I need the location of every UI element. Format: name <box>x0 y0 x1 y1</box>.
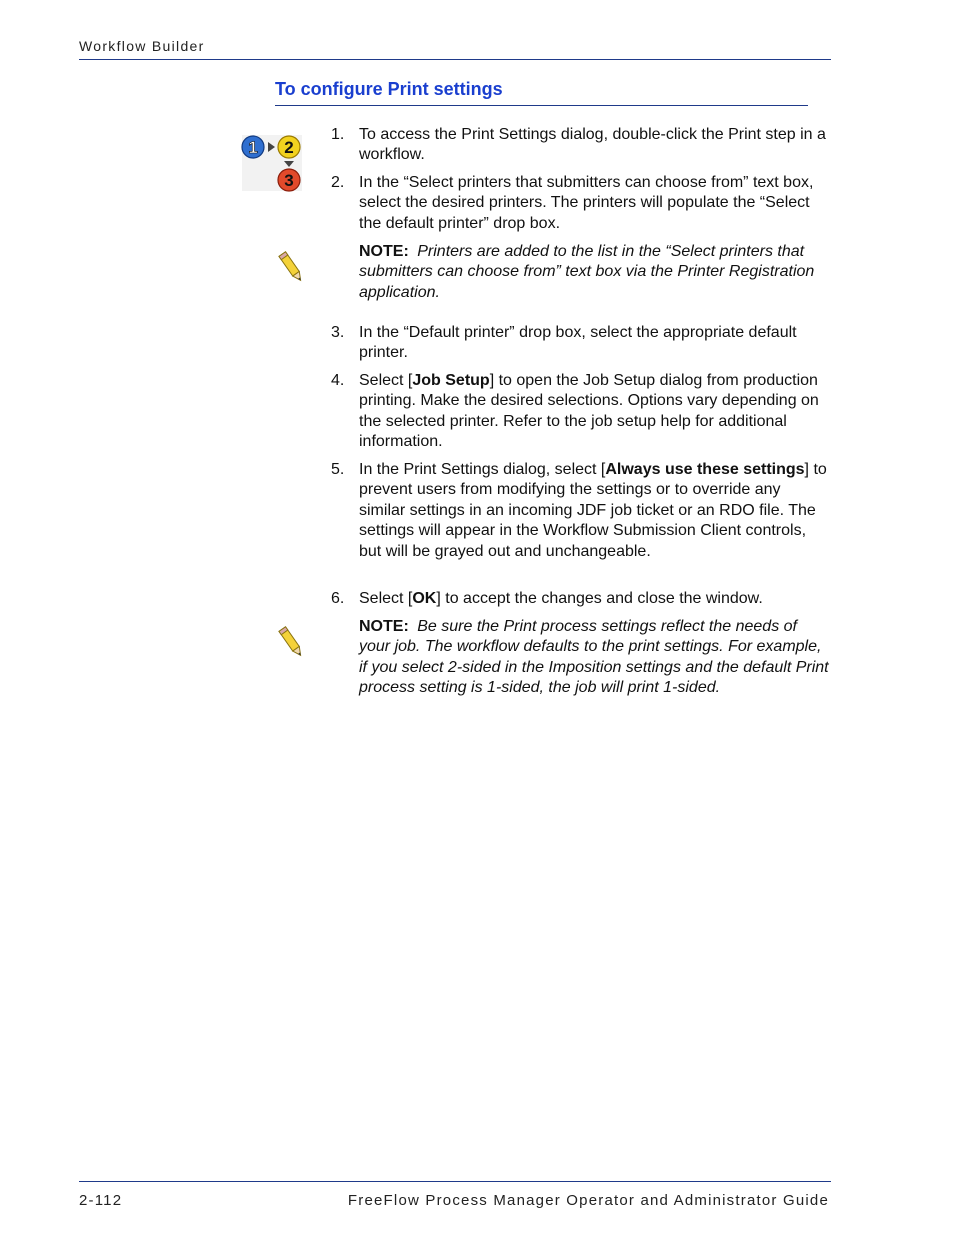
guide-title: FreeFlow Process Manager Operator and Administrator Guide <box>347 1192 829 1209</box>
step-number: 6. <box>331 590 345 607</box>
running-header: Workflow Builder <box>79 38 205 54</box>
pencil-note-icon <box>277 249 307 287</box>
svg-text:1: 1 <box>248 138 258 157</box>
step-number: 4. <box>331 372 345 389</box>
step-item <box>331 323 831 364</box>
step-text: Select [Job Setup] to open the Job Setup dialog from production printing. Make the desired selections. Options vary depending on the selected printer. Refer to the job setup help for additional information. <box>359 372 819 451</box>
step-text: In the Print Settings dialog, select [Always use these settings] to prevent users from modifying the settings or to override any similar settings in an incoming JDF job ticket or an RDO file. The settings will appear in the Workflow Submission Client controls, but will be grayed out and unchangeable. <box>359 461 827 560</box>
ui-term-always-use-settings: Always use these settings <box>605 461 805 478</box>
ui-term-job-setup: Job Setup <box>412 372 490 389</box>
note-text: Be sure the Print process settings reflect the needs of your job. The workflow defaults to the print settings. For example, if you select 2-sided in the Imposition settings and the default Print process setting is 1-sided, the job will print 1-sided. <box>359 618 829 697</box>
step-number: 2. <box>331 174 345 191</box>
section-title: To configure Print settings <box>275 79 503 99</box>
step-item <box>331 460 831 562</box>
note-text: Printers are added to the list in the “Select printers that submitters can choose from” text box via the Printer Registration application. <box>359 243 815 301</box>
note <box>359 617 831 699</box>
step-text: To access the Print Settings dialog, double-click the Print step in a workflow. <box>359 126 826 164</box>
step-number: 1. <box>331 126 345 143</box>
step-text: In the “Default printer” drop box, select the appropriate default printer. <box>359 324 797 362</box>
step-item <box>331 173 831 234</box>
step-item <box>331 371 831 453</box>
header-rule <box>79 59 831 60</box>
ui-term-ok: OK <box>412 590 437 607</box>
note-label: NOTE: <box>359 243 409 260</box>
step-number: 3. <box>331 324 345 341</box>
note <box>359 242 831 303</box>
footer-rule <box>79 1181 831 1182</box>
step-item <box>331 589 831 609</box>
svg-text:2: 2 <box>284 138 294 157</box>
page-number: 2-112 <box>79 1192 123 1209</box>
numbered-steps-icon <box>240 133 304 193</box>
note-label: NOTE: <box>359 618 409 635</box>
step-text: Select [OK] to accept the changes and close the window. <box>359 590 763 607</box>
pencil-note-icon <box>277 624 307 662</box>
svg-text:3: 3 <box>284 171 294 190</box>
section-rule <box>275 105 808 106</box>
step-item <box>331 125 831 166</box>
step-text: In the “Select printers that submitters can choose from” text box, select the desired printers. The printers will populate the “Select the default printer” drop box. <box>359 174 814 232</box>
step-number: 5. <box>331 461 345 478</box>
